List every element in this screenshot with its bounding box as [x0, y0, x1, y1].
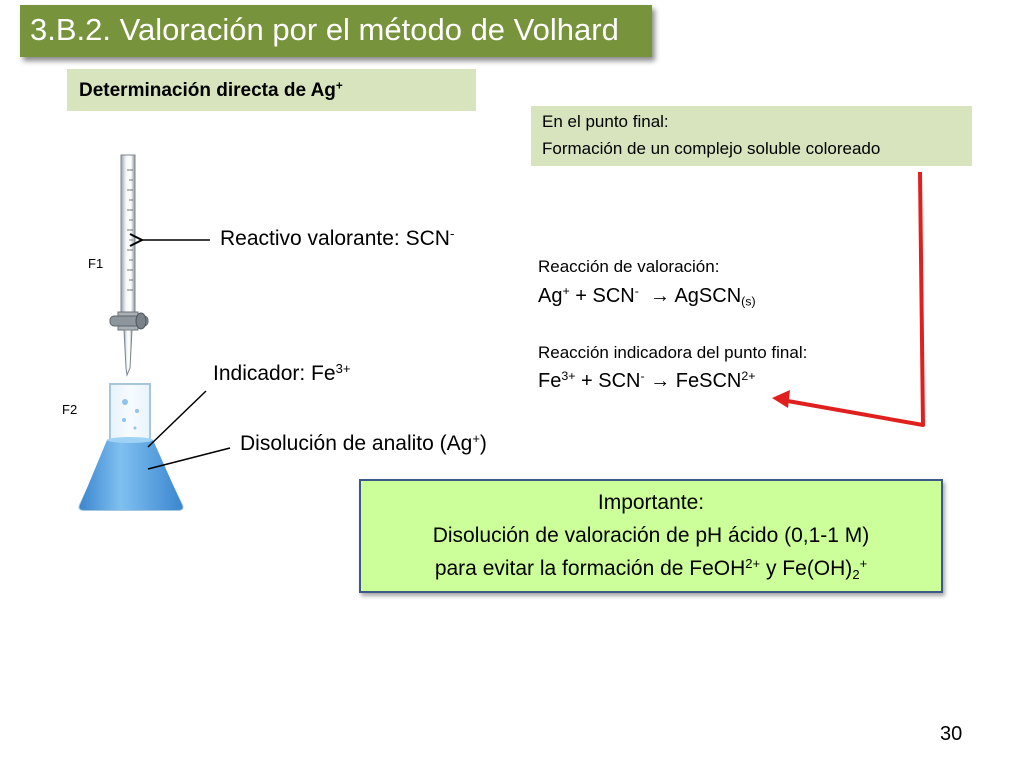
- indicator-reaction-equation: $Fe^{3+} + SCN^-$ → FeSCN$^{2+}$: [538, 369, 756, 392]
- analyte-label: Disolución de analito (Ag+): [240, 430, 487, 455]
- important-heading: Importante:: [597, 491, 705, 514]
- titrant-label: Reactivo valorante: SCN-: [220, 225, 455, 250]
- important-line1: Disolución de valoración de pH ácido (0,1-1 M): [432, 524, 870, 547]
- burette-icon: [110, 155, 148, 375]
- titration-reaction-heading: Reacción de valoración:: [538, 257, 720, 276]
- erlenmeyer-flask-icon: [80, 384, 183, 510]
- endpoint-note-line2: Formación de un complejo soluble coloreado: [542, 139, 881, 158]
- indicator-label: Indicador: $Fe^{3+}$: [213, 360, 351, 385]
- red-connector-arrow: [772, 172, 923, 425]
- burette-label: F1: [88, 256, 104, 271]
- slide-subtitle: Determinación directa de Ag+: [79, 79, 343, 101]
- important-line2: para evitar la formación de FeOH$^{2+}$ y $Fe(OH)_2^+$: [434, 555, 868, 582]
- titration-reaction-equation: Ag+ + SCN- → AgSCN$_{(s)}$: [538, 284, 756, 309]
- slide-title: 3.B.2. Valoración por el método de Volhard: [30, 12, 619, 47]
- indicator-pointer-line: [148, 391, 206, 447]
- indicator-reaction-heading: Reacción indicadora del punto final:: [538, 343, 808, 362]
- endpoint-note-line1: En el punto final:: [542, 112, 669, 131]
- flask-label: F2: [62, 402, 78, 417]
- page-number: 30: [940, 723, 963, 745]
